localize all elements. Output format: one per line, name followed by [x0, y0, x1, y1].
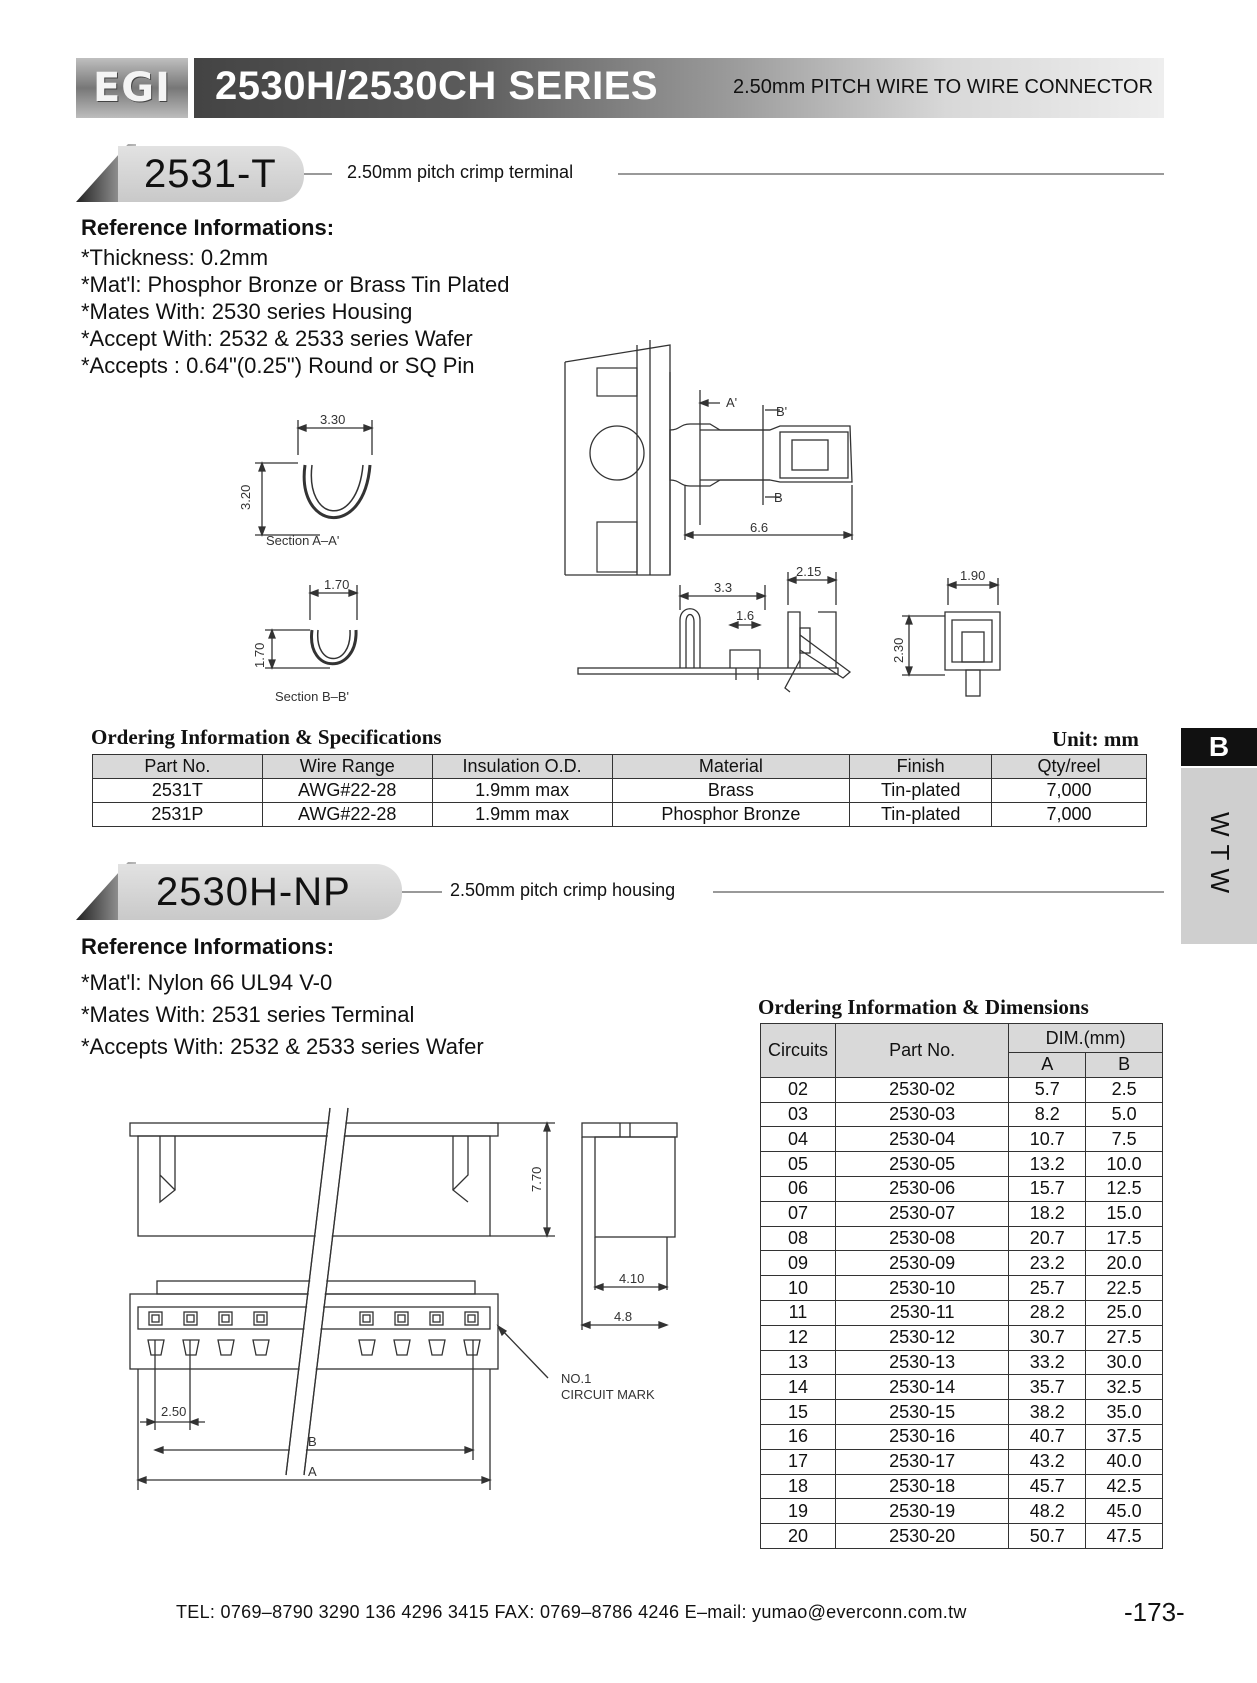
- section-description: 2.50mm pitch crimp housing: [450, 880, 676, 900]
- table-cell: 37.5: [1086, 1424, 1163, 1449]
- table-cell: 11: [761, 1300, 836, 1325]
- housing-front-view: [130, 1281, 655, 1490]
- table-cell: 2530-07: [835, 1201, 1008, 1226]
- ref-item: *Mates With: 2531 series Terminal: [81, 1002, 415, 1027]
- table-cell: 05: [761, 1152, 836, 1177]
- table-cell: Tin-plated: [850, 779, 992, 803]
- table-row: [761, 1424, 1163, 1449]
- side-tab-category: [1181, 768, 1257, 944]
- ref-item: *Accepts With: 2532 & 2533 series Wafer: [81, 1034, 484, 1059]
- reference-title: Reference Informations:: [81, 215, 335, 240]
- table-cell: 15.7: [1009, 1176, 1086, 1201]
- table-cell: 10.0: [1086, 1152, 1163, 1177]
- contact-footer: TEL: 0769–8790 3290 136 4296 3415 FAX: 0769–8786 4246 E–mail: yumao@everconn.com.tw: [176, 1602, 967, 1622]
- table-cell: 10: [761, 1276, 836, 1301]
- dim-label: NO.1: [561, 1371, 592, 1386]
- table-cell: 2530-11: [835, 1300, 1008, 1325]
- table-cell: Brass: [612, 779, 850, 803]
- table-row: [761, 1077, 1163, 1102]
- table-cell: 35.7: [1009, 1375, 1086, 1400]
- table-cell: 04: [761, 1127, 836, 1152]
- table-cell: 48.2: [1009, 1499, 1086, 1524]
- table-cell: 2530-09: [835, 1251, 1008, 1276]
- terminal-drawings: [0, 330, 1100, 710]
- table-cell: 20.7: [1009, 1226, 1086, 1251]
- table-cell: 43.2: [1009, 1449, 1086, 1474]
- table-cell: 2531T: [93, 779, 263, 803]
- section-b-drawing: [252, 577, 357, 704]
- dim-label: 1.70: [252, 642, 267, 668]
- table-row: [761, 1276, 1163, 1301]
- table-cell: 2530-12: [835, 1325, 1008, 1350]
- table-cell: 42.5: [1086, 1474, 1163, 1499]
- table-cell: 28.2: [1009, 1300, 1086, 1325]
- terminal-top-view: [565, 340, 852, 575]
- table-row: [761, 1375, 1163, 1400]
- terminal-side-view: [578, 564, 850, 692]
- section-tab-housing: [118, 864, 402, 920]
- column-header: B: [1086, 1053, 1163, 1078]
- table-cell: 14: [761, 1375, 836, 1400]
- table-row: [761, 1400, 1163, 1425]
- break-lines: [286, 1108, 348, 1475]
- table-cell: 09: [761, 1251, 836, 1276]
- page-number: -173-: [1124, 1597, 1185, 1627]
- section-caption: Section A–A': [266, 533, 340, 548]
- table-cell: 32.5: [1086, 1375, 1163, 1400]
- table-cell: 03: [761, 1102, 836, 1127]
- dim-label: 2.15: [796, 564, 822, 579]
- table-cell: 7,000: [992, 803, 1147, 827]
- table-cell: 5.7: [1009, 1077, 1086, 1102]
- table-cell: 20.0: [1086, 1251, 1163, 1276]
- table-cell: 7,000: [992, 779, 1147, 803]
- table-cell: 40.7: [1009, 1424, 1086, 1449]
- table-cell: 35.0: [1086, 1400, 1163, 1425]
- section-description: 2.50mm pitch crimp terminal: [347, 162, 574, 182]
- dim-label: B: [774, 490, 783, 505]
- table-cell: Tin-plated: [850, 803, 992, 827]
- table-cell: 8.2: [1009, 1102, 1086, 1127]
- table-row: [93, 779, 1147, 803]
- table-cell: 10.7: [1009, 1127, 1086, 1152]
- housing-side-view: [582, 1123, 677, 1330]
- table-cell: 7.5: [1086, 1127, 1163, 1152]
- ref-item: *Thickness: 0.2mm: [81, 245, 269, 270]
- column-header: Part No.: [93, 755, 263, 779]
- dim-label: 6.6: [750, 520, 769, 535]
- table-cell: 2530-02: [835, 1077, 1008, 1102]
- dim-label: 3.20: [238, 484, 253, 510]
- table-cell: 07: [761, 1201, 836, 1226]
- table-cell: AWG#22-28: [262, 803, 432, 827]
- table-cell: 23.2: [1009, 1251, 1086, 1276]
- table-row: [93, 803, 1147, 827]
- dim-label: A: [308, 1464, 317, 1479]
- dim-label: CIRCUIT MARK: [561, 1387, 655, 1402]
- ref-item: *Accepts : 0.64"(0.25") Round or SQ Pin: [81, 353, 475, 378]
- table-cell: 19: [761, 1499, 836, 1524]
- terminal-end-view: [891, 568, 1000, 696]
- table-cell: 25.0: [1086, 1300, 1163, 1325]
- table-row: [761, 1325, 1163, 1350]
- spec-table: [92, 754, 1147, 827]
- table-cell: 1.9mm max: [432, 779, 612, 803]
- table-cell: 2530-04: [835, 1127, 1008, 1152]
- ref-item: *Mat'l: Nylon 66 UL94 V-0: [81, 970, 333, 995]
- table-cell: 2530-19: [835, 1499, 1008, 1524]
- tab-line-right: [618, 173, 1164, 175]
- table-cell: 2530-03: [835, 1102, 1008, 1127]
- section-caption: Section B–B': [275, 689, 350, 704]
- housing-drawings: [0, 1100, 700, 1500]
- section-tab-terminal: [118, 146, 304, 202]
- table-cell: 12: [761, 1325, 836, 1350]
- dim-label: B: [308, 1434, 317, 1449]
- ref-item: *Mates With: 2530 series Housing: [81, 299, 413, 324]
- table-cell: 2530-20: [835, 1524, 1008, 1549]
- column-header: Qty/reel: [992, 755, 1147, 779]
- table-cell: 2530-10: [835, 1276, 1008, 1301]
- table-cell: 33.2: [1009, 1350, 1086, 1375]
- side-tab-label: WTW: [1204, 811, 1235, 901]
- ref-item: *Mat'l: Phosphor Bronze or Brass Tin Plated: [81, 272, 510, 297]
- table-cell: 08: [761, 1226, 836, 1251]
- table-cell: Phosphor Bronze: [612, 803, 850, 827]
- table-cell: 2530-06: [835, 1176, 1008, 1201]
- section-tab-label: 2531-T: [144, 151, 277, 196]
- table-cell: 1.9mm max: [432, 803, 612, 827]
- table-cell: 27.5: [1086, 1325, 1163, 1350]
- table-cell: 17: [761, 1449, 836, 1474]
- ref-item: *Accept With: 2532 & 2533 series Wafer: [81, 326, 473, 351]
- spec-table-title: Ordering Information & Specifications: [91, 725, 442, 749]
- table-cell: 2530-05: [835, 1152, 1008, 1177]
- table-cell: 2530-17: [835, 1449, 1008, 1474]
- column-header: Wire Range: [262, 755, 432, 779]
- table-cell: 5.0: [1086, 1102, 1163, 1127]
- dim-label: B': [776, 404, 788, 419]
- table-cell: 22.5: [1086, 1276, 1163, 1301]
- column-header: Part No.: [835, 1024, 1008, 1078]
- table-cell: 2530-15: [835, 1400, 1008, 1425]
- table-cell: 50.7: [1009, 1524, 1086, 1549]
- table-row: [761, 1102, 1163, 1127]
- dim-table-title: Ordering Information & Dimensions: [758, 995, 1089, 1019]
- logo-text: EGI: [92, 65, 172, 111]
- table-row: [761, 1226, 1163, 1251]
- unit-label: Unit: mm: [1052, 727, 1139, 751]
- section-a-drawing: [238, 412, 372, 548]
- dim-label: A': [726, 395, 738, 410]
- table-cell: 18: [761, 1474, 836, 1499]
- column-header: Insulation O.D.: [432, 755, 612, 779]
- table-cell: 18.2: [1009, 1201, 1086, 1226]
- series-title: 2530H/2530CH SERIES: [215, 64, 659, 108]
- table-row: [761, 1474, 1163, 1499]
- table-cell: 13: [761, 1350, 836, 1375]
- column-header: DIM.(mm): [1009, 1024, 1163, 1053]
- tab-line-left: [402, 891, 442, 893]
- table-cell: 20: [761, 1524, 836, 1549]
- table-cell: 2530-08: [835, 1226, 1008, 1251]
- table-cell: 06: [761, 1176, 836, 1201]
- table-cell: 2530-16: [835, 1424, 1008, 1449]
- table-cell: 30.7: [1009, 1325, 1086, 1350]
- dim-label: 2.30: [891, 637, 906, 663]
- table-row: [761, 1201, 1163, 1226]
- dimensions-table: [760, 1023, 1163, 1549]
- table-row: [761, 1524, 1163, 1549]
- header-divider: [188, 58, 194, 118]
- tab-line-left: [304, 173, 332, 175]
- table-cell: 25.7: [1009, 1276, 1086, 1301]
- dim-label: 4.10: [619, 1271, 645, 1286]
- table-cell: AWG#22-28: [262, 779, 432, 803]
- table-row: [761, 1127, 1163, 1152]
- table-cell: 30.0: [1086, 1350, 1163, 1375]
- table-cell: 45.7: [1009, 1474, 1086, 1499]
- tab-line-right: [713, 891, 1164, 893]
- table-row: [761, 1176, 1163, 1201]
- table-cell: 02: [761, 1077, 836, 1102]
- side-tab-letter: B: [1181, 728, 1257, 766]
- table-row: [761, 1300, 1163, 1325]
- column-header: Circuits: [761, 1024, 836, 1078]
- series-subtitle: 2.50mm PITCH WIRE TO WIRE CONNECTOR: [733, 76, 1154, 98]
- dim-label: 7.70: [529, 1166, 544, 1192]
- table-cell: 2.5: [1086, 1077, 1163, 1102]
- table-cell: 2530-13: [835, 1350, 1008, 1375]
- table-row: [761, 1499, 1163, 1524]
- column-header: A: [1009, 1053, 1086, 1078]
- dim-label: 3.3: [714, 580, 733, 595]
- dim-label: 1.70: [324, 577, 350, 592]
- table-cell: 47.5: [1086, 1524, 1163, 1549]
- column-header: Material: [612, 755, 850, 779]
- table-cell: 13.2: [1009, 1152, 1086, 1177]
- table-cell: 16: [761, 1424, 836, 1449]
- table-cell: 45.0: [1086, 1499, 1163, 1524]
- table-cell: 17.5: [1086, 1226, 1163, 1251]
- table-cell: 15: [761, 1400, 836, 1425]
- table-row: [761, 1350, 1163, 1375]
- table-row: [761, 1152, 1163, 1177]
- table-row: [761, 1449, 1163, 1474]
- table-cell: 2531P: [93, 803, 263, 827]
- reference-title: Reference Informations:: [81, 934, 335, 959]
- dim-label: 4.8: [614, 1309, 633, 1324]
- table-row: [761, 1251, 1163, 1276]
- table-cell: 2530-18: [835, 1474, 1008, 1499]
- dim-label: 1.90: [960, 568, 986, 583]
- brand-logo: [76, 58, 188, 118]
- section-tab-label: 2530H-NP: [156, 869, 351, 914]
- table-cell: 2530-14: [835, 1375, 1008, 1400]
- dim-label: 2.50: [161, 1404, 187, 1419]
- table-cell: 15.0: [1086, 1201, 1163, 1226]
- table-cell: 12.5: [1086, 1176, 1163, 1201]
- column-header: Finish: [850, 755, 992, 779]
- dim-label: 1.6: [736, 608, 755, 623]
- dim-label: 3.30: [320, 412, 346, 427]
- table-cell: 40.0: [1086, 1449, 1163, 1474]
- table-cell: 38.2: [1009, 1400, 1086, 1425]
